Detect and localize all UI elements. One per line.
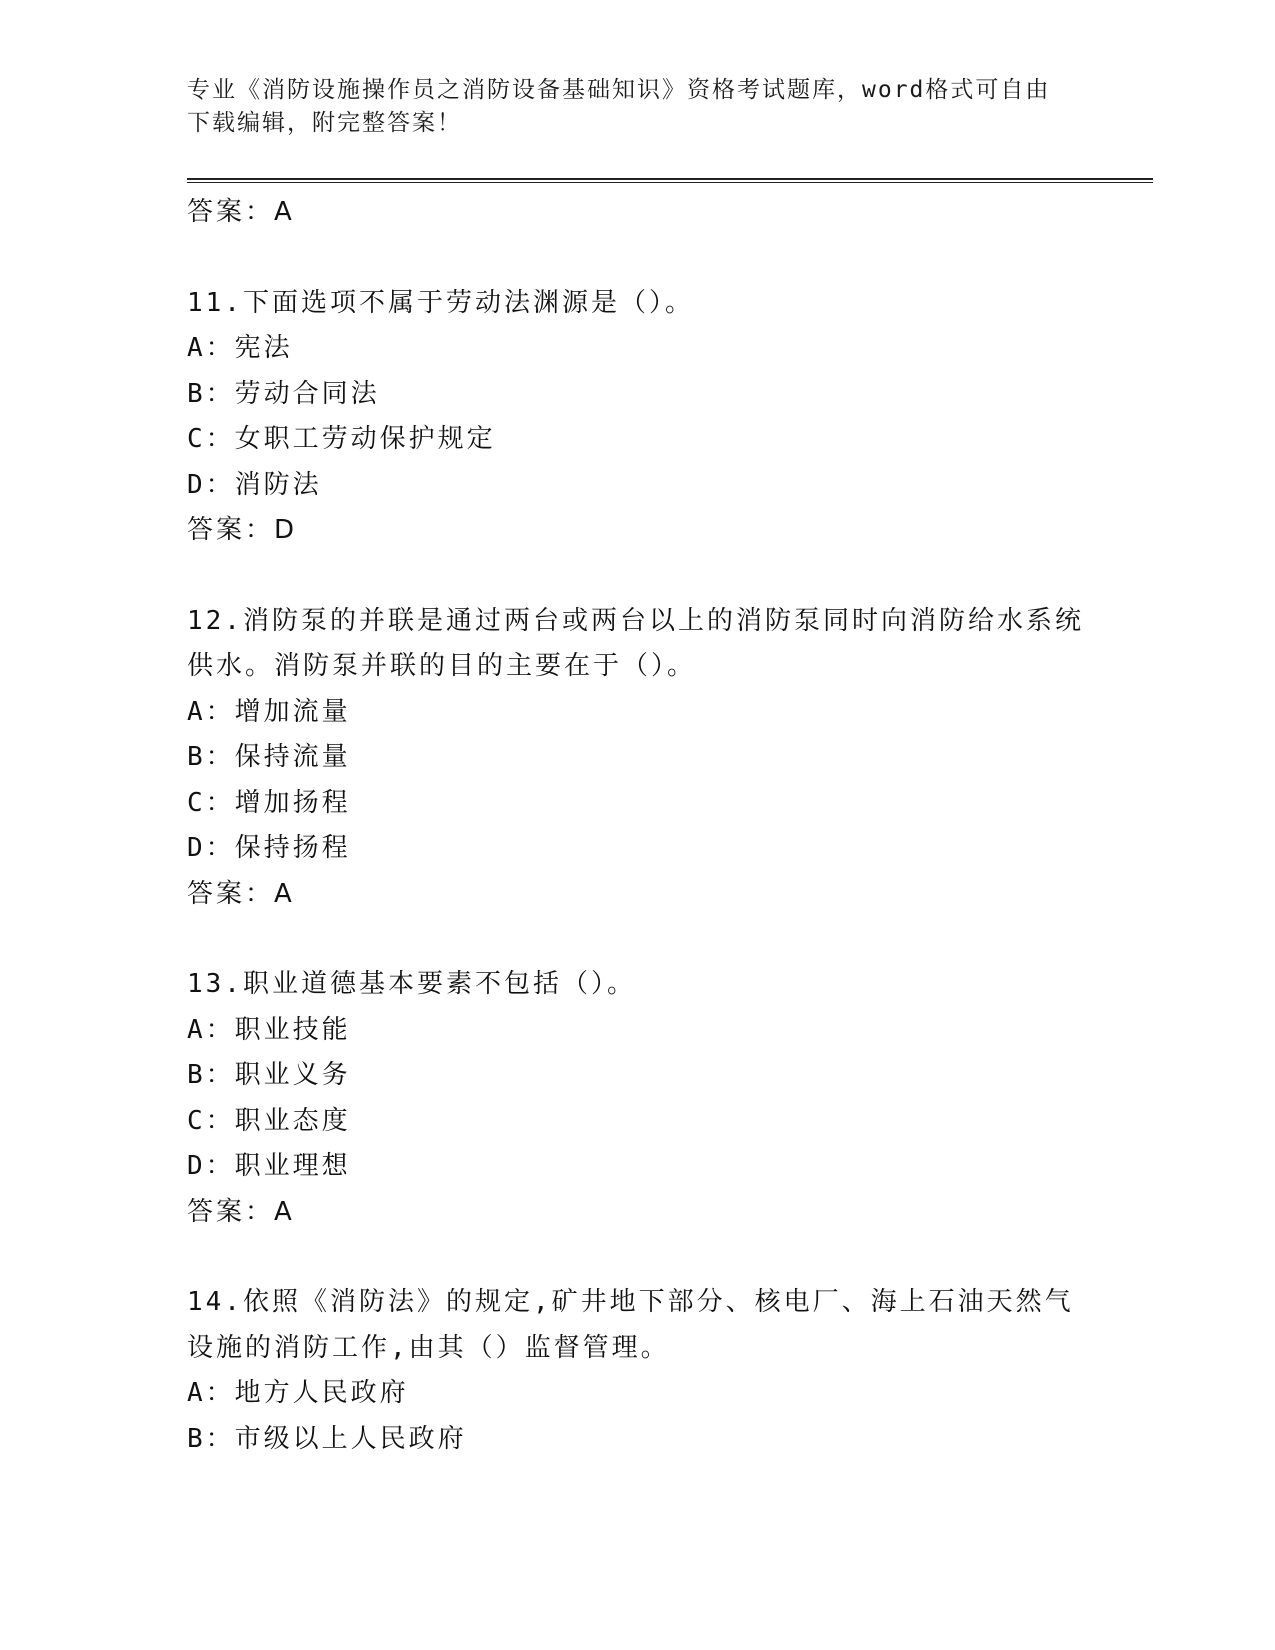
answer-line: 答案：A [187,1196,295,1227]
option-a: A：宪法 [187,333,293,363]
spacer [187,554,1087,599]
answer-line: 答案：D [187,515,298,545]
question-block [187,599,1087,918]
option-b: B：市级以上人民政府 [187,1423,467,1454]
option-d: D：保持扬程 [187,833,351,863]
question-stem: 13.职业道德基本要素不包括（）。 [187,969,636,999]
spacer [187,236,1087,281]
option-c: C：增加扬程 [187,787,351,818]
option-d: D：消防法 [187,469,322,500]
header-divider [187,178,1153,183]
question-stem: 12.消防泵的并联是通过两台或两台以上的消防泵同时向消防给水系统供水。消防泵并联的目的主要在于（）。 [187,605,1084,681]
question-block [187,1280,1087,1462]
question-block [187,962,1087,1235]
question-stem: 14.依照《消防法》的规定,矿井地下部分、核电厂、海上石油天然气设施的消防工作,由其（）监督管理。 [187,1287,1074,1363]
option-a: A：职业技能 [187,1014,351,1045]
question-list [187,190,1087,1462]
option-b: B：职业义务 [187,1060,351,1090]
spacer [187,917,1087,962]
question-block [187,281,1087,554]
answer-line: 答案：A [187,878,295,909]
spacer [187,1235,1087,1280]
option-b: B：劳动合同法 [187,378,380,409]
option-c: C：女职工劳动保护规定 [187,424,496,454]
question-stem: 11.下面选项不属于劳动法渊源是（）。 [187,287,694,318]
page-header: 专业《消防设施操作员之消防设备基础知识》资格考试题库，word格式可自由下载编辑，附完整答案！ [187,77,1051,136]
option-d: D：职业理想 [187,1151,351,1181]
option-c: C：职业态度 [187,1105,351,1136]
option-a: A：地方人民政府 [187,1378,409,1408]
answer-line: 答案：A [187,197,295,227]
option-b: B：保持流量 [187,742,351,772]
option-a: A：增加流量 [187,696,351,727]
